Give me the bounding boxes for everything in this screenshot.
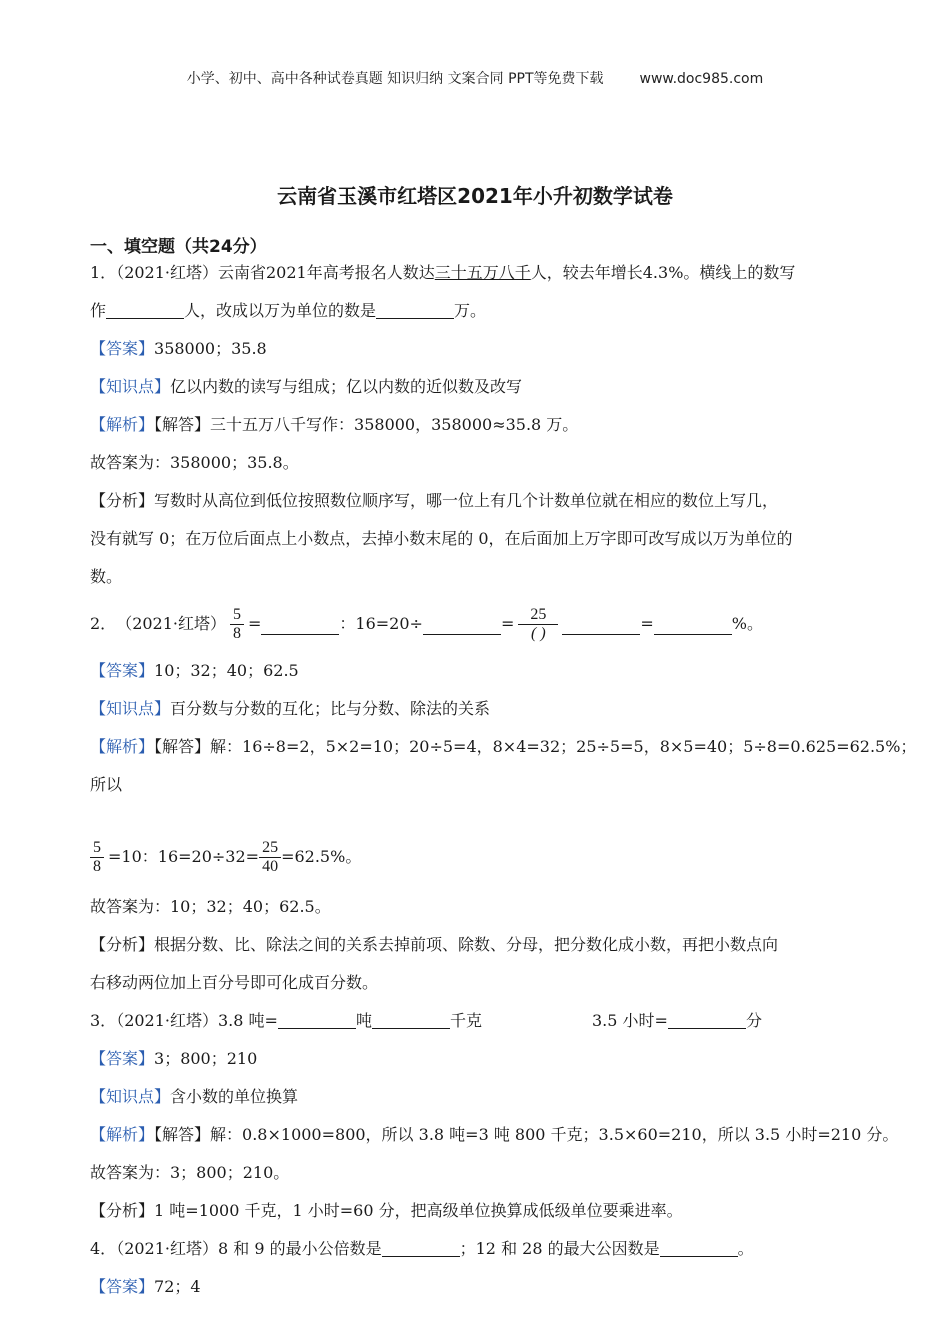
fraction: $\frac{5}{8}$ — [230, 606, 244, 643]
q4-line1: 4．（2021·红塔）8 和 9 的最小公倍数是 ；12 和 28 的最大公因数是 。 — [90, 1230, 870, 1268]
q3-answer: 【答案】3；800；210 — [90, 1049, 258, 1068]
q1-line2: 作 人，改成以万为单位的数是 万。 — [90, 292, 870, 330]
q2-answer: 【答案】10；32；40；62.5 — [90, 661, 299, 680]
answer-blank[interactable] — [382, 1236, 460, 1257]
q3-line1: 3．（2021·红塔）3.8 吨= 吨 千克 3.5 小时= 分 — [90, 1002, 870, 1040]
fraction: $\frac{25}{40}$ — [259, 839, 281, 876]
answer-blank[interactable] — [106, 298, 184, 319]
q3-conclusion: 故答案为：3；800；210。 — [90, 1163, 290, 1182]
q1-solution: 【解析】【解答】三十五万八千写作：358000，358000≈35.8 万。 — [90, 415, 579, 434]
q3-analysis: 【分析】1 吨=1000 千克，1 小时=60 分，把高级单位换算成低级单位要乘进率。 — [90, 1201, 683, 1220]
answer-blank[interactable] — [562, 614, 640, 635]
section-heading: 一、填空题（共24分） — [90, 237, 267, 257]
q1-underlined: 三十五万八千 — [434, 263, 531, 282]
q4-answer: 【答案】72；4 — [90, 1277, 201, 1296]
q1-conclusion: 故答案为：358000；35.8。 — [90, 453, 299, 472]
q2-result: $\frac{5}{8}$ =10：16=20÷32= $\frac{25}{40}$ =62.5%。 — [90, 826, 870, 888]
answer-blank[interactable] — [261, 614, 339, 635]
answer-blank[interactable] — [668, 1008, 746, 1029]
q2-conclusion: 故答案为：10；32；40；62.5。 — [90, 897, 331, 916]
fraction: $\frac{5}{8}$ — [90, 839, 104, 876]
page-title: 云南省玉溪市红塔区2021年小升初数学试卷 — [277, 184, 673, 208]
q3-solution: 【解析】【解答】解：0.8×1000=800，所以 3.8 吨=3 吨 800 千克；3.5×60=210，所以 3.5 小时=210 分。 — [90, 1125, 899, 1144]
q2-analysis: 【分析】根据分数、比、除法之间的关系去掉前项、除数、分母，把分数化成小数，再把小数点向 — [90, 935, 779, 954]
answer-blank[interactable] — [278, 1008, 356, 1029]
q2-knowledge: 【知识点】百分数与分数的互化；比与分数、除法的关系 — [90, 699, 491, 718]
answer-blank[interactable] — [423, 614, 501, 635]
exam-content: 1．（2021·红塔）云南省2021年高考报名人数达三十五万八千人，较去年增长4.3%。横线上的数写 作 人，改成以万为单位的数是 万。 【答案】358000；35.8 【知识点】亿以内数的读写与组成；亿以内数的近似数及改写 【解析】【解答】三十五万八千写作：358000，358000≈35.8 万。 故答案为：358000；35.8。 【分析】写数时从高位到低位按照数位顺序写，哪一位上有几个计数单位就在相应的数位上写几， 没有就写 0；在万位后面点上小数点，去掉小数末尾的 0，在后面加上万字即可改写成以万为单位的 数。 2． （2021·红塔） $\frac{5}{8}$ = ：16=20÷ = $\frac{25}{( )}$ = %。 【答案】10；32；40；62.5 【知识点】百分数与分数的互化；比与分数、除法的关系 【解析】【解答】解：16÷8=2，5×2=10；20÷5=4，8×4=32；25÷5=5，8×5=40；5÷8=0.625=62.5%； 所以 $\frac{5}{8}$ =10：16=20÷32= $\frac{25}{40}$ =62.5%。 故答案为：10；32；40；62.5。 【分析】根据分数、比、除法之间的关系去掉前项、除数、分母，把分数化成小数，再把小数点向 右移动两位加上百分号即可化成百分数。 3．（2021·红塔）3.8 吨= 吨 千克 3.5 小时= 分 【答案】3；800；210 【知识点】含小数的单位换算 【解析】【解答】解：0.8×1000=800，所以 3.8 吨=3 吨 800 千克；3.5×60=210，所以 3.5 小时=210 分。 故答案为：3；800；210。 【分析】1 吨=1000 千克，1 小时=60 分，把高级单位换算成低级单位要乘进率。 4．（2021·红塔）8 和 9 的最小公倍数是 ；12 和 28 的最大公因数是 。 【答案】72；4 — [90, 254, 870, 1306]
q1-answer: 【答案】358000；35.8 — [90, 339, 267, 358]
answer-blank[interactable] — [660, 1236, 738, 1257]
page-header — [0, 68, 950, 88]
answer-blank[interactable] — [654, 614, 732, 635]
q2-solution: 【解析】【解答】解：16÷8=2，5×2=10；20÷5=4，8×4=32；25÷5=5，8×5=40；5÷8=0.625=62.5%； — [90, 737, 917, 756]
q1-knowledge: 【知识点】亿以内数的读写与组成；亿以内数的近似数及改写 — [90, 377, 523, 396]
fraction: $\frac{25}{( )}$ — [518, 606, 558, 643]
q1-line1: 1．（2021·红塔）云南省2021年高考报名人数达三十五万八千人，较去年增长4.3%。横线上的数写 — [90, 263, 796, 282]
q2-line1: 2． （2021·红塔） $\frac{5}{8}$ = ：16=20÷ = $\frac{25}{( )}$ = %。 — [90, 605, 763, 642]
answer-blank[interactable] — [376, 298, 454, 319]
header-site[interactable]: www.doc985.com — [639, 71, 764, 87]
q1-analysis: 【分析】写数时从高位到低位按照数位顺序写，哪一位上有几个计数单位就在相应的数位上写几， — [90, 491, 779, 510]
header-text: 小学、初中、高中各种试卷真题 知识归纳 文案合同 PPT等免费下载 — [186, 71, 604, 87]
q3-knowledge: 【知识点】含小数的单位换算 — [90, 1087, 299, 1106]
answer-blank[interactable] — [372, 1008, 450, 1029]
